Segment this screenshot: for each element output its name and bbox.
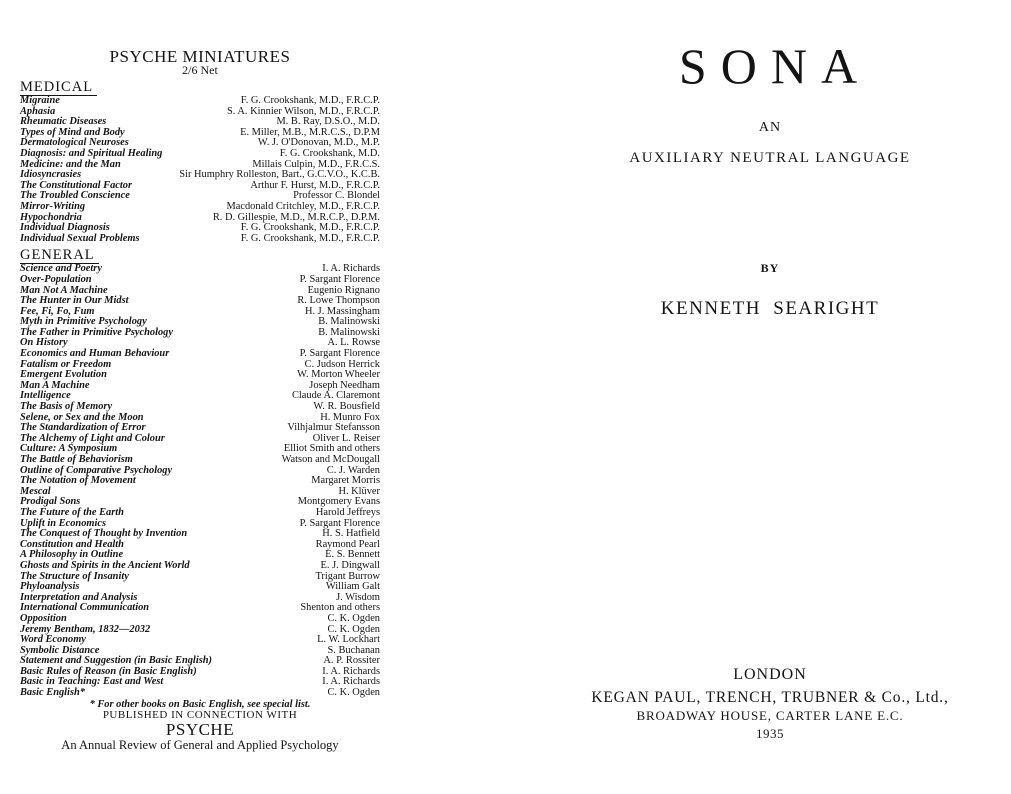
book-title-entry: Ghosts and Spirits in the Ancient World — [20, 559, 190, 571]
book-title-entry: Basic in Teaching: East and West — [20, 676, 164, 688]
list-item — [20, 149, 380, 160]
book-author-entry: W. R. Bousfield — [313, 401, 380, 413]
list-item — [20, 455, 380, 466]
book-author-entry: B. Malinowski — [318, 316, 380, 328]
book-author-entry: Oliver L. Reiser — [312, 432, 380, 444]
book-title-entry: Fatalism or Freedom — [20, 358, 112, 370]
book-title-entry: The Basis of Memory — [20, 401, 113, 413]
book-title-entry: Hypochondria — [20, 211, 82, 223]
book-author-entry: E. Miller, M.B., M.R.C.S., D.P.M — [240, 126, 380, 138]
book-author-entry: Professor C. Blondel — [293, 190, 380, 202]
book-author-entry: C. J. Warden — [326, 464, 380, 476]
left-page — [20, 48, 380, 753]
book-author-entry: L. W. Lockhart — [317, 634, 380, 646]
published-with: PUBLISHED IN CONNECTION WITH — [102, 708, 298, 721]
book-title-entry: Individual Sexual Problems — [20, 232, 140, 244]
book-title-entry: The Standardization of Error — [20, 422, 146, 434]
publisher-address: BROADWAY HOUSE, CARTER LANE E.C. — [636, 708, 904, 723]
subtitle-an: AN — [758, 120, 782, 135]
publication-year: 1935 — [756, 726, 784, 741]
publisher-city: LONDON — [733, 666, 807, 683]
list-item — [20, 561, 380, 572]
book-author-entry: H. Klüver — [338, 485, 380, 497]
author-name: KENNETH SEARIGHT — [660, 298, 880, 319]
book-title-entry: Fee, Fi, Fo, Fum — [20, 305, 95, 317]
book-title-entry: The Hunter in Our Midst — [20, 295, 129, 307]
medical-list — [20, 96, 380, 244]
footnote: * For other books on Basic English, see special list. — [89, 698, 311, 710]
medical-heading: MEDICAL — [20, 80, 97, 96]
book-title-entry: Science and Poetry — [20, 263, 102, 275]
list-item — [20, 688, 380, 699]
book-title-entry: Myth in Primitive Psychology — [20, 316, 147, 328]
book-author-entry: Watson and McDougall — [281, 454, 380, 465]
list-item — [20, 96, 380, 107]
list-item — [20, 275, 380, 286]
book-author-entry: Raymond Pearl — [315, 538, 380, 550]
book-author-entry: C. Judson Herrick — [304, 358, 380, 370]
list-item — [20, 508, 380, 519]
list-item — [20, 603, 380, 614]
book-title-entry: Dermatological Neuroses — [20, 137, 129, 149]
book-author-entry: Vilhjalmur Stefansson — [287, 422, 380, 434]
book-title-entry: Statement and Suggestion (in Basic English) — [20, 655, 212, 667]
book-title-entry: The Structure of Insanity — [20, 570, 129, 582]
book-title-entry: Basic Rules of Reason (in Basic English) — [20, 665, 197, 677]
book-author-entry: F. G. Crookshank, M.D. — [279, 147, 380, 159]
book-title-entry: Economics and Human Behaviour — [20, 348, 170, 360]
book-author-entry: S. Buchanan — [327, 644, 380, 656]
book-author-entry: M. B. Ray, D.S.O., M.D. — [276, 116, 380, 128]
book-title-entry: Idiosyncrasies — [20, 169, 82, 181]
general-list — [20, 264, 380, 698]
list-item — [20, 614, 380, 625]
book-title-entry: The Notation of Movement — [20, 475, 136, 487]
book-author-entry: F. G. Crookshank, M.D., F.R.C.P. — [240, 222, 380, 234]
book-author-entry: Eugenio Rignano — [307, 284, 380, 296]
book-author-entry: Margaret Morris — [311, 475, 380, 487]
book-title-entry: Man Not A Machine — [20, 284, 108, 296]
book-title-entry: Uplift in Economics — [20, 517, 107, 529]
by-line: BY — [760, 261, 780, 275]
book-title-entry: Migraine — [20, 95, 60, 106]
book-author-entry: Elliot Smith and others — [283, 443, 380, 455]
book-title-entry: Symbolic Distance — [20, 644, 100, 656]
book-title-entry: The Constitutional Factor — [20, 179, 133, 191]
book-title-entry: Opposition — [20, 612, 67, 624]
book-title-entry: Constitution and Health — [20, 538, 124, 550]
list-item — [20, 202, 380, 213]
book-title-entry: Interpretation and Analysis — [20, 591, 138, 603]
book-author-entry: R. Lowe Thompson — [297, 295, 380, 307]
book-title-entry: Selene, or Sex and the Moon — [20, 411, 144, 423]
book-title-entry: Mirror-Writing — [20, 200, 86, 212]
book-title-entry: Over-Population — [20, 273, 92, 285]
book-author-entry: R. D. Gillespie, M.D., M.R.C.P., D.P.M. — [212, 211, 380, 223]
book-title-entry: Aphasia — [20, 105, 56, 117]
right-page — [545, 0, 995, 794]
book-author-entry: F. G. Crookshank, M.D., F.R.C.P. — [240, 95, 380, 106]
price: 2/6 Net — [182, 63, 218, 77]
book-title-entry: The Father in Primitive Psychology — [20, 326, 173, 338]
book-author-entry: Montgomery Evans — [297, 496, 380, 508]
book-title-entry: Jeremy Bentham, 1832—2032 — [20, 623, 151, 635]
book-title-entry: Prodigal Sons — [20, 496, 81, 508]
book-title-entry: The Alchemy of Light and Colour — [20, 432, 165, 444]
book-author-entry: William Galt — [325, 581, 380, 593]
book-title-entry: Outline of Comparative Psychology — [20, 464, 173, 476]
book-author-entry: A. P. Rossiter — [323, 655, 380, 667]
book-author-entry: H. J. Massingham — [304, 305, 380, 317]
book-author-entry: Millais Culpin, M.D., F.R.C.S. — [252, 158, 380, 170]
book-author-entry: F. G. Crookshank, M.D., F.R.C.P. — [240, 232, 380, 244]
book-title-entry: A Philosophy in Outline — [20, 549, 124, 561]
book-author-entry: C. K. Ogden — [327, 623, 380, 635]
book-author-entry: P. Sargant Florence — [299, 517, 380, 529]
book-author-entry: Joseph Needham — [309, 379, 380, 391]
book-author-entry: J. Wisdom — [336, 591, 380, 603]
book-author-entry: Harold Jeffreys — [315, 506, 380, 518]
book-author-entry: H. Munro Fox — [320, 411, 380, 423]
list-item — [20, 328, 380, 339]
journal-title: PSYCHE — [165, 719, 235, 739]
book-title-entry: Basic English* — [20, 687, 85, 699]
book-title-entry: Intelligence — [20, 390, 71, 402]
book-author-entry: I. A. Richards — [322, 263, 380, 275]
book-author-entry: Trigant Burrow — [315, 570, 380, 582]
book-author-entry: A. L. Rowse — [327, 337, 380, 349]
publisher-name: KEGAN PAUL, TRENCH, TRUBNER & Co., Ltd., — [591, 689, 949, 706]
book-author-entry: B. Malinowski — [318, 326, 380, 338]
book-author-entry: Sir Humphry Rolleston, Bart., G.C.V.O., K.C.B. — [179, 169, 380, 181]
book-title-entry: On History — [20, 337, 68, 349]
list-item — [20, 476, 380, 487]
book-author-entry: Shenton and others — [300, 602, 380, 614]
journal-description: An Annual Review of General and Applied Psychology — [61, 737, 339, 752]
subtitle: AUXILIARY NEUTRAL LANGUAGE — [629, 150, 911, 166]
book-title-entry: The Troubled Conscience — [20, 190, 130, 202]
book-title-entry: Man A Machine — [20, 379, 90, 391]
book-title: SONA — [678, 38, 872, 94]
book-author-entry: E. S. Bennett — [325, 549, 380, 561]
book-author-entry: C. K. Ogden — [327, 612, 380, 624]
book-author-entry: I. A. Richards — [322, 665, 380, 677]
book-author-entry: S. A. Kinnier Wilson, M.D., F.R.C.P. — [226, 105, 380, 117]
general-heading: GENERAL — [20, 248, 99, 264]
book-author-entry: W. Morton Wheeler — [297, 369, 380, 381]
book-author-entry: H. S. Hatfield — [322, 528, 380, 540]
book-title-entry: Rheumatic Diseases — [20, 116, 107, 128]
book-title-entry: Word Economy — [20, 634, 86, 646]
book-title-entry: Mescal — [20, 485, 51, 497]
list-item — [20, 234, 380, 245]
book-author-entry: P. Sargant Florence — [299, 273, 380, 285]
book-author-entry: Claude A. Claremont — [291, 390, 380, 402]
book-title-entry: Individual Diagnosis — [20, 222, 110, 234]
book-title-entry: The Future of the Earth — [20, 506, 124, 518]
book-author-entry: I. A. Richards — [322, 676, 380, 688]
book-author-entry: C. K. Ogden — [327, 687, 380, 699]
book-title-entry: Culture: A Symposium — [20, 443, 118, 455]
book-title-entry: Diagnosis: and Spiritual Healing — [20, 147, 163, 159]
series-title: PSYCHE MINIATURES — [109, 47, 291, 66]
book-author-entry: Arthur F. Hurst, M.D., F.R.C.P. — [250, 179, 380, 191]
book-title-entry: Types of Mind and Body — [20, 126, 125, 138]
book-author-entry: Macdonald Critchley, M.D., F.R.C.P. — [226, 200, 380, 212]
book-author-entry: P. Sargant Florence — [299, 348, 380, 360]
book-title-entry: Phyloanalysis — [20, 581, 80, 593]
book-title-entry: Emergent Evolution — [20, 369, 107, 381]
book-author-entry: E. J. Dingwall — [320, 559, 380, 571]
book-author-entry: W. J. O'Donovan, M.D., M.P. — [257, 137, 380, 149]
book-title-entry: Medicine: and the Man — [20, 158, 121, 170]
book-title-entry: International Communication — [20, 602, 150, 614]
book-title-entry: The Conquest of Thought by Invention — [20, 528, 188, 540]
book-title-entry: The Battle of Behaviorism — [20, 454, 133, 465]
